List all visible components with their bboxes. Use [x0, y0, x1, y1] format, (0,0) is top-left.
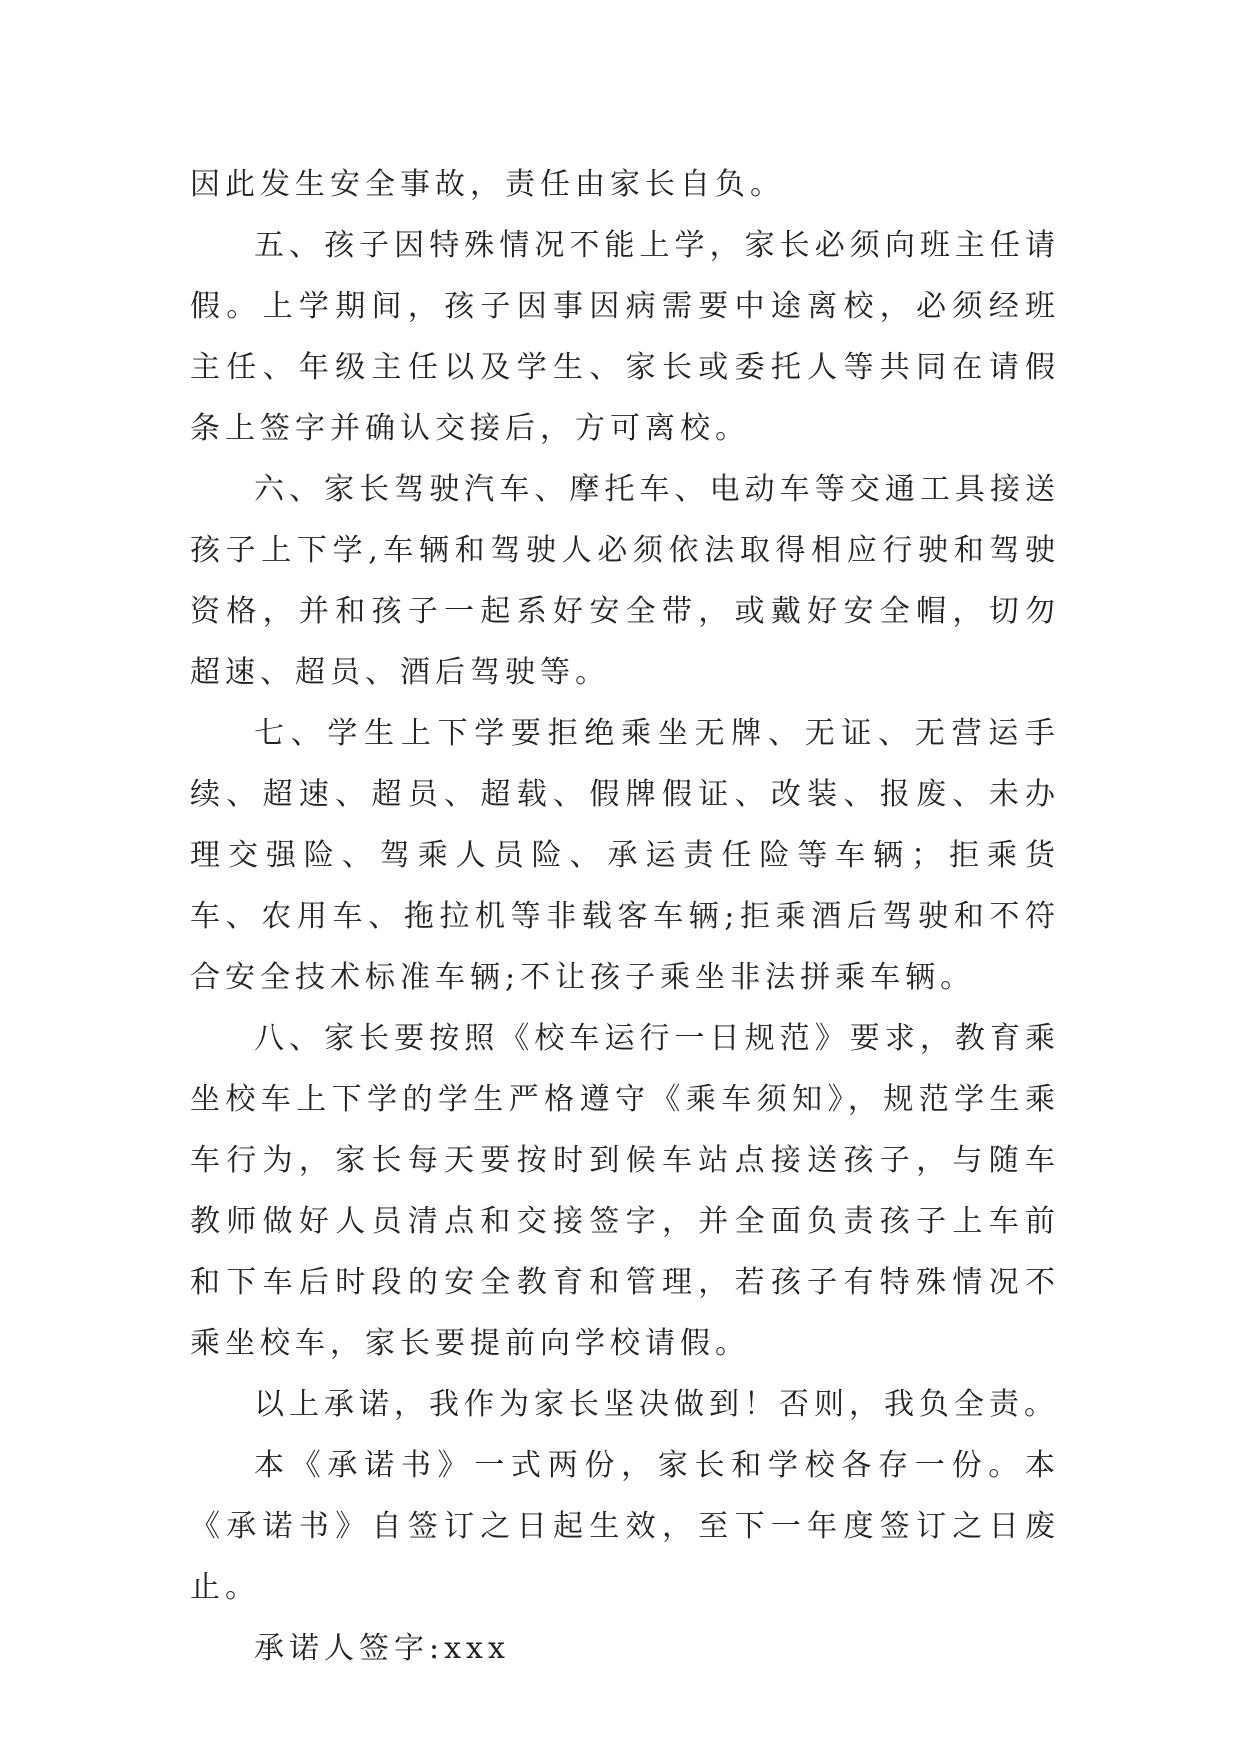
document-body — [190, 154, 1060, 1679]
signature-line — [190, 1618, 1060, 1679]
paragraph-intro-continuation: 因此发生安全事故，责任由家长自负。 — [190, 167, 785, 202]
signature-label: 承诺人签字: — [254, 1631, 445, 1666]
paragraph-item-seven: 七、学生上下学要拒绝乘坐无牌、无证、无营运手续、超速、超员、超载、假牌假证、改装、报废、未办理交强险、驾乘人员险、承运责任险等车辆；拒乘货车、农用车、拖拉机等非载客车辆;拒乘酒后驾驶和不符合安全技术标准车辆;不让孩子乘坐非法拼乘车辆。 — [190, 716, 1060, 995]
paragraph-item-five: 五、孩子因特殊情况不能上学，家长必须向班主任请假。上学期间，孩子因事因病需要中途离校，必须经班主任、年级主任以及学生、家长或委托人等共同在请假条上签字并确认交接后，方可离校。 — [190, 228, 1060, 446]
paragraph-pledge: 以上承诺，我作为家长坚决做到！否则，我负全责。 — [254, 1387, 1059, 1422]
paragraph-item-eight: 八、家长要按照《校车运行一日规范》要求，教育乘坐校车上下学的学生严格遵守《乘车须知》，规范学生乘车行为，家长每天要按时到候车站点接送孩子，与随车教师做好人员清点和交接签字，并全面负责孩子上车前和下车后时段的安全教育和管理，若孩子有特殊情况不乘坐校车，家长要提前向学校请假。 — [190, 1021, 1060, 1361]
signature-value: xxx — [444, 1631, 510, 1666]
paragraph-item-six: 六、家长驾驶汽车、摩托车、电动车等交通工具接送孩子上下学,车辆和驾驶人必须依法取得相应行驶和驾驶资格，并和孩子一起系好安全带，或戴好安全帽，切勿超速、超员、酒后驾驶等。 — [190, 472, 1060, 690]
paragraph-validity: 本《承诺书》一式两份，家长和学校各存一份。本《承诺书》自签订之日起生效，至下一年度签订之日废止。 — [190, 1448, 1060, 1605]
